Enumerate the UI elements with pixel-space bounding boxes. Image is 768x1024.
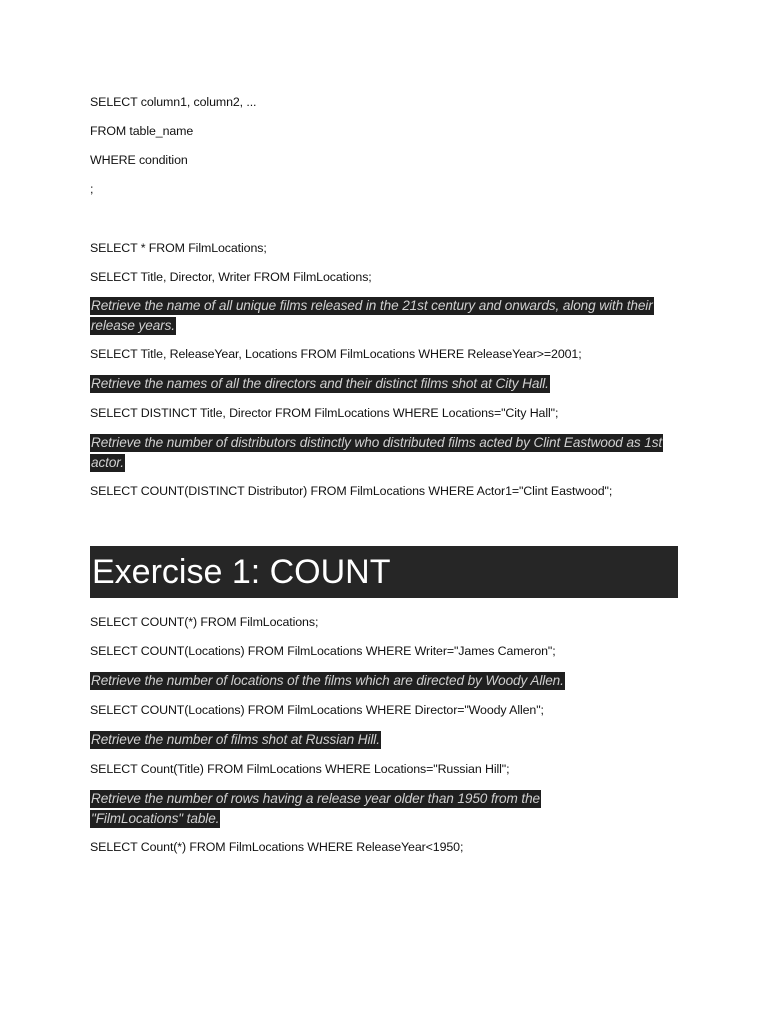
syntax-line-select: SELECT column1, column2, ... [90,95,257,109]
task-clint-eastwood-text: Retrieve the number of distributors distinctly who distributed films acted by Clint Eastwood as 1st actor. [91,435,663,470]
query-select-columns: SELECT Title, Director, Writer FROM FilmLocations; [90,270,372,284]
syntax-line-terminator: ; [90,182,94,196]
query-count-distributors: SELECT COUNT(DISTINCT Distributor) FROM FilmLocations WHERE Actor1="Clint Eastwood"; [90,484,613,498]
task-russian-hill-text: Retrieve the number of films shot at Russian Hill. [91,732,380,747]
query-count-before-1950: SELECT Count(*) FROM FilmLocations WHERE ReleaseYear<1950; [90,840,464,854]
query-release-year: SELECT Title, ReleaseYear, Locations FROM FilmLocations WHERE ReleaseYear>=2001; [90,347,582,361]
task-woody-allen [90,671,690,691]
query-distinct-city-hall: SELECT DISTINCT Title, Director FROM FilmLocations WHERE Locations="City Hall"; [90,406,559,420]
query-select-all: SELECT * FROM FilmLocations; [90,241,267,255]
task-city-hall-directors-text: Retrieve the names of all the directors and their distinct films shot at City Hall. [91,376,549,391]
exercise-1-heading: Exercise 1: COUNT [90,546,678,598]
task-unique-films-text: Retrieve the name of all unique films released in the 21st century and onwards, along with their release years. [91,298,653,333]
query-count-all: SELECT COUNT(*) FROM FilmLocations; [90,615,319,629]
syntax-line-from: FROM table_name [90,124,194,138]
task-woody-allen-text: Retrieve the number of locations of the films which are directed by Woody Allen. [91,673,564,688]
query-count-russian-hill: SELECT Count(Title) FROM FilmLocations WHERE Locations="Russian Hill"; [90,762,510,776]
task-russian-hill [90,730,690,750]
syntax-line-where: WHERE condition [90,153,188,167]
query-count-james-cameron: SELECT COUNT(Locations) FROM FilmLocations WHERE Writer="James Cameron"; [90,644,556,658]
task-release-before-1950 [90,789,580,828]
task-unique-films [90,296,668,335]
query-count-woody-allen: SELECT COUNT(Locations) FROM FilmLocations WHERE Director="Woody Allen"; [90,703,544,717]
task-city-hall-directors [90,374,690,394]
task-clint-eastwood [90,433,675,472]
task-release-before-1950-text: Retrieve the number of rows having a release year older than 1950 from the "FilmLocations" table. [91,791,541,826]
